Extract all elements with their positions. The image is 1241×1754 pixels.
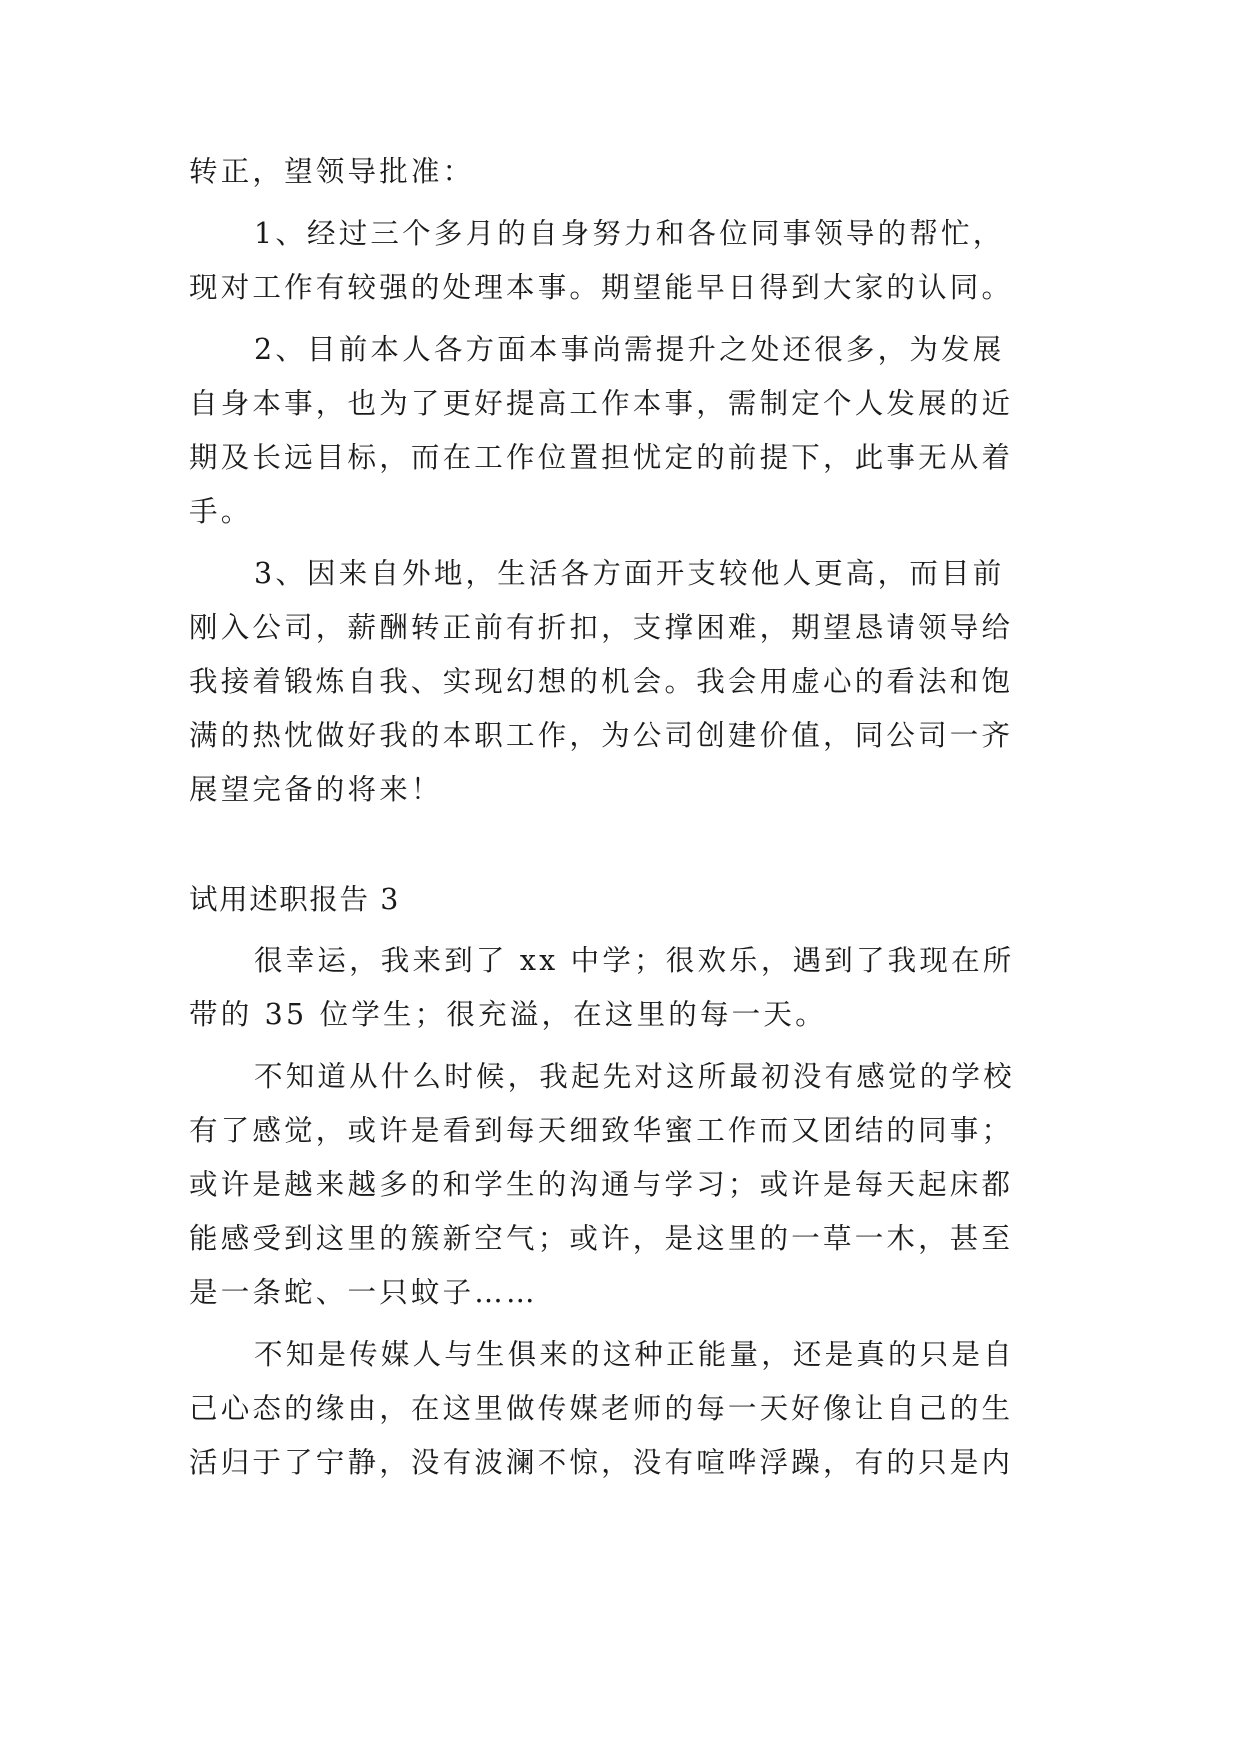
text-line: 有了感觉，或许是看到每天细致华蜜工作而又团结的同事；	[189, 1114, 1014, 1147]
text-line: 期及长远目标，而在工作位置担忧定的前提下，此事无从着	[189, 441, 1014, 474]
text-line: 1、经过三个多月的自身努力和各位同事领导的帮忙，	[254, 217, 1005, 250]
text-line: 展望完备的将来！	[189, 773, 443, 806]
text-line: 己心态的缘由，在这里做传媒老师的每一天好像让自己的生	[189, 1392, 1014, 1425]
text-line: 刚入公司，薪酬转正前有折扣，支撑困难，期望恳请领导给	[189, 611, 1014, 644]
text-line: 现对工作有较强的处理本事。期望能早日得到大家的认同。	[189, 271, 1014, 304]
text-line: 自身本事，也为了更好提高工作本事，需制定个人发展的近	[189, 387, 1014, 420]
text-line: 2、目前本人各方面本事尚需提升之处还很多，为发展	[254, 333, 1005, 366]
text-line: 或许是越来越多的和学生的沟通与学习；或许是每天起床都	[189, 1168, 1014, 1201]
text-line: 3、因来自外地，生活各方面开支较他人更高，而目前	[254, 557, 1005, 590]
text-line: 带的 35 位学生；很充溢，在这里的每一天。	[189, 998, 827, 1031]
text-line: 手。	[189, 495, 253, 528]
text-line: 很幸运，我来到了 xx 中学；很欢乐，遇到了我现在所	[254, 944, 1015, 977]
text-line: 我接着锻炼自我、实现幻想的机会。我会用虚心的看法和饱	[189, 665, 1014, 698]
text-line: 活归于了宁静，没有波澜不惊，没有喧哗浮躁，有的只是内	[189, 1446, 1014, 1479]
text-line: 转正，望领导批准：	[189, 155, 475, 188]
section-heading: 试用述职报告 3	[189, 883, 400, 916]
text-line: 满的热忱做好我的本职工作，为公司创建价值，同公司一齐	[189, 719, 1014, 752]
text-line: 不知道从什么时候，我起先对这所最初没有感觉的学校	[254, 1060, 1015, 1093]
text-line: 不知是传媒人与生俱来的这种正能量，还是真的只是自	[254, 1338, 1015, 1371]
text-line: 是一条蛇、一只蚊子……	[189, 1276, 538, 1309]
text-line: 能感受到这里的簇新空气；或许，是这里的一草一木，甚至	[189, 1222, 1014, 1255]
